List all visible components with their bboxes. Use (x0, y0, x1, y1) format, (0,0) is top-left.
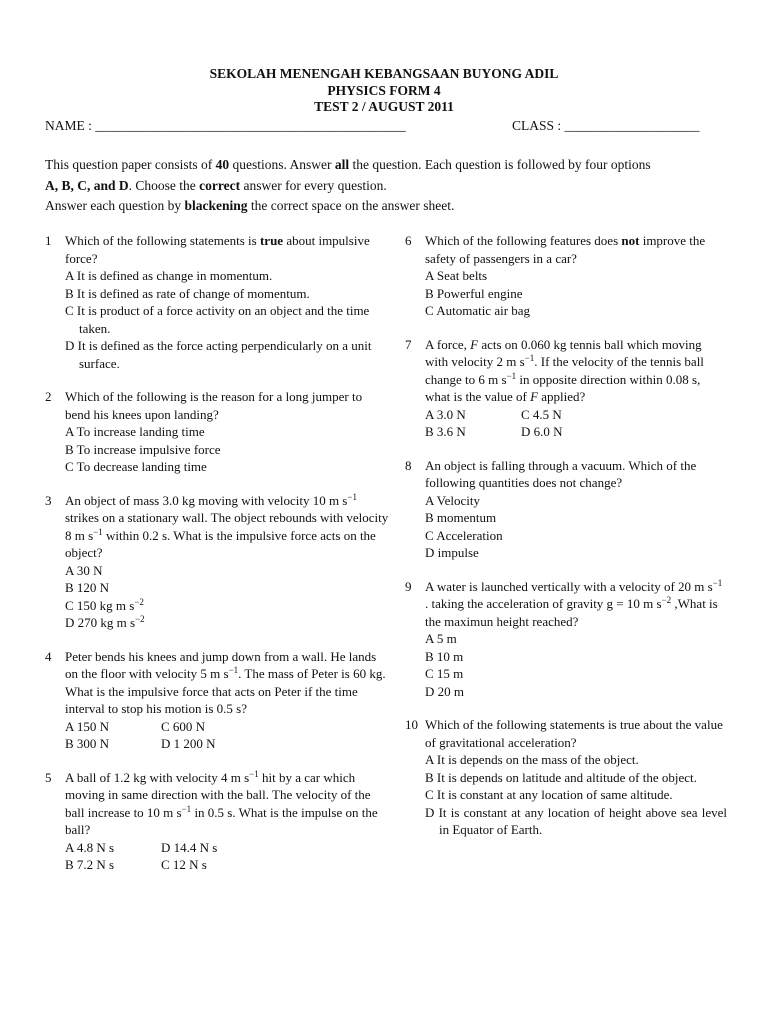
options-row-2 (65, 856, 390, 874)
instructions-line-1: This question paper consists of 40 questions. Answer all the question. Each question is followed by four options (45, 157, 651, 172)
option-d: D 6.0 N (521, 424, 563, 439)
question-stem: Which of the following statements is true about impulsive force? (65, 233, 370, 266)
question-number: 9 (405, 578, 412, 594)
question-number: 8 (405, 457, 412, 473)
question-stem: Which of the following statements is true about the value of gravitational acceleration? (425, 717, 723, 750)
question-2 (45, 388, 390, 476)
subject-title: PHYSICS FORM 4 (327, 82, 441, 98)
question-stem: Which of the following is the reason for a long jumper to bend his knees upon landing? (65, 389, 363, 422)
question-number: 4 (45, 648, 52, 664)
option-c: C 12 N s (161, 857, 207, 872)
option-a: A To increase landing time (65, 424, 205, 439)
question-number: 2 (45, 389, 52, 404)
question-8 (405, 457, 727, 562)
name-class-row (45, 117, 725, 135)
options-row-1 (65, 718, 390, 736)
instructions (45, 155, 735, 217)
question-number: 7 (405, 336, 412, 352)
question-number: 1 (45, 233, 52, 248)
option-b: B It is defined as rate of change of momentum. (65, 285, 310, 301)
question-10 (405, 716, 727, 839)
question-5 (45, 769, 390, 874)
option-a: A It is defined as change in momentum. (65, 268, 273, 283)
question-7 (405, 336, 727, 441)
school-name: SEKOLAH MENENGAH KEBANGSAAN BUYONG ADIL (209, 66, 559, 81)
right-column (405, 232, 727, 839)
question-stem: Which of the following features does not improve the safety of passengers in a car? (425, 233, 706, 266)
options-row-2 (425, 423, 727, 441)
option-b: B 120 N (65, 580, 110, 595)
option-a: A Velocity (425, 492, 481, 508)
option-a: A 5 m (425, 631, 457, 646)
exam-header (0, 66, 768, 116)
option-d: D impulse (425, 545, 479, 560)
option-c: C Acceleration (425, 527, 503, 543)
option-c: C 150 kg m $s^{-2}$ (65, 596, 144, 613)
question-stem: A water is launched vertically with a velocity of 20 m $s^{-1}$ . taking the acceleration of gravity g = 10 m $s^{-2}$ ,What is the maximun height reached? (425, 577, 723, 629)
test-title: TEST 2 / AUGUST 2011 (314, 99, 454, 114)
question-stem: An object is falling through a vacuum. Which of the following quantities does not change? (425, 457, 697, 490)
instructions-line-2: A, B, C, and D. Choose the correct answer for every question. (45, 177, 387, 193)
option-c: C 600 N (161, 718, 206, 734)
option-d: D 14.4 N s (161, 839, 218, 855)
option-c: C It is constant at any location of same altitude. (425, 787, 673, 802)
options-row-1 (65, 839, 390, 857)
question-1 (45, 232, 390, 372)
option-b: B It is depends on latitude and altitude of the object. (425, 769, 697, 785)
option-b: B 3.6 N (425, 424, 466, 439)
option-c: C 4.5 N (521, 406, 562, 422)
option-b: B 300 N (65, 736, 110, 751)
question-6 (405, 232, 727, 320)
option-b: B momentum (425, 510, 497, 525)
option-a: A Seat belts (425, 268, 488, 283)
class-field: CLASS : ____________________ (512, 118, 700, 133)
option-b: B Powerful engine (425, 285, 523, 301)
option-d: D It is defined as the force acting perpendicularly on a unit surface. (65, 338, 372, 371)
question-stem: Peter bends his knees and jump down from a wall. He lands on the floor with velocity 5 m $s^{-1}$. The mass of Peter is 60 kg. What is the impulsive force that acts on Peter if the time interval to stop his motion is 0.5 s? (65, 648, 386, 716)
option-a: A 30 N (65, 562, 103, 578)
options-row-2 (65, 735, 390, 753)
question-number: 5 (45, 769, 52, 785)
option-c: C To decrease landing time (65, 459, 207, 474)
option-d: D 270 kg m $s^{-2}$ (65, 614, 145, 630)
question-number: 3 (45, 492, 52, 508)
question-stem: A ball of 1.2 kg with velocity 4 m $s^{-1}$ hit by a car which moving in same direction with the ball. The velocity of the ball increase to 10 m $s^{-1}$ in 0.5 s. What is the impulse on the ball? (65, 768, 378, 837)
left-column (45, 232, 390, 874)
question-4 (45, 648, 390, 753)
option-a: A 3.0 N (425, 406, 466, 422)
option-a: A 150 N (65, 718, 110, 734)
option-d: D 20 m (425, 683, 464, 699)
question-3 (45, 492, 390, 632)
option-c: C It is product of a force activity on an object and the time taken. (65, 303, 370, 336)
question-stem: A force, F acts on 0.060 kg tennis ball which moving with velocity 2 m $s^{-1}$. If the velocity of the tennis ball change to 6 m $s^{-1}$ in opposite direction within 0.08 s, what is the value of F applied? (425, 336, 704, 404)
option-b: B 10 m (425, 648, 464, 664)
option-d: D 1 200 N (161, 736, 216, 751)
options-row-1 (425, 406, 727, 424)
option-c: C 15 m (425, 666, 464, 681)
option-a: A 4.8 N s (65, 839, 115, 855)
option-d: D It is constant at any location of height above sea level in Equator of Earth. (425, 804, 727, 837)
question-number: 10 (405, 717, 418, 732)
instructions-line-3: Answer each question by blackening the correct space on the answer sheet. (45, 198, 455, 213)
question-9 (405, 578, 727, 701)
question-number: 6 (405, 233, 412, 248)
name-field: NAME : ______________________________________________ (45, 118, 406, 133)
question-stem: An object of mass 3.0 kg moving with velocity 10 m $s^{-1}$ strikes on a stationary wall. The object rebounds with velocity 8 m $s^{-1}$ within 0.2 s. What is the impulsive force acts on the object? (65, 491, 389, 560)
option-c: C Automatic air bag (425, 303, 531, 318)
option-a: A It is depends on the mass of the object. (425, 752, 639, 767)
option-b: B To increase impulsive force (65, 441, 221, 457)
option-b: B 7.2 N s (65, 857, 115, 872)
